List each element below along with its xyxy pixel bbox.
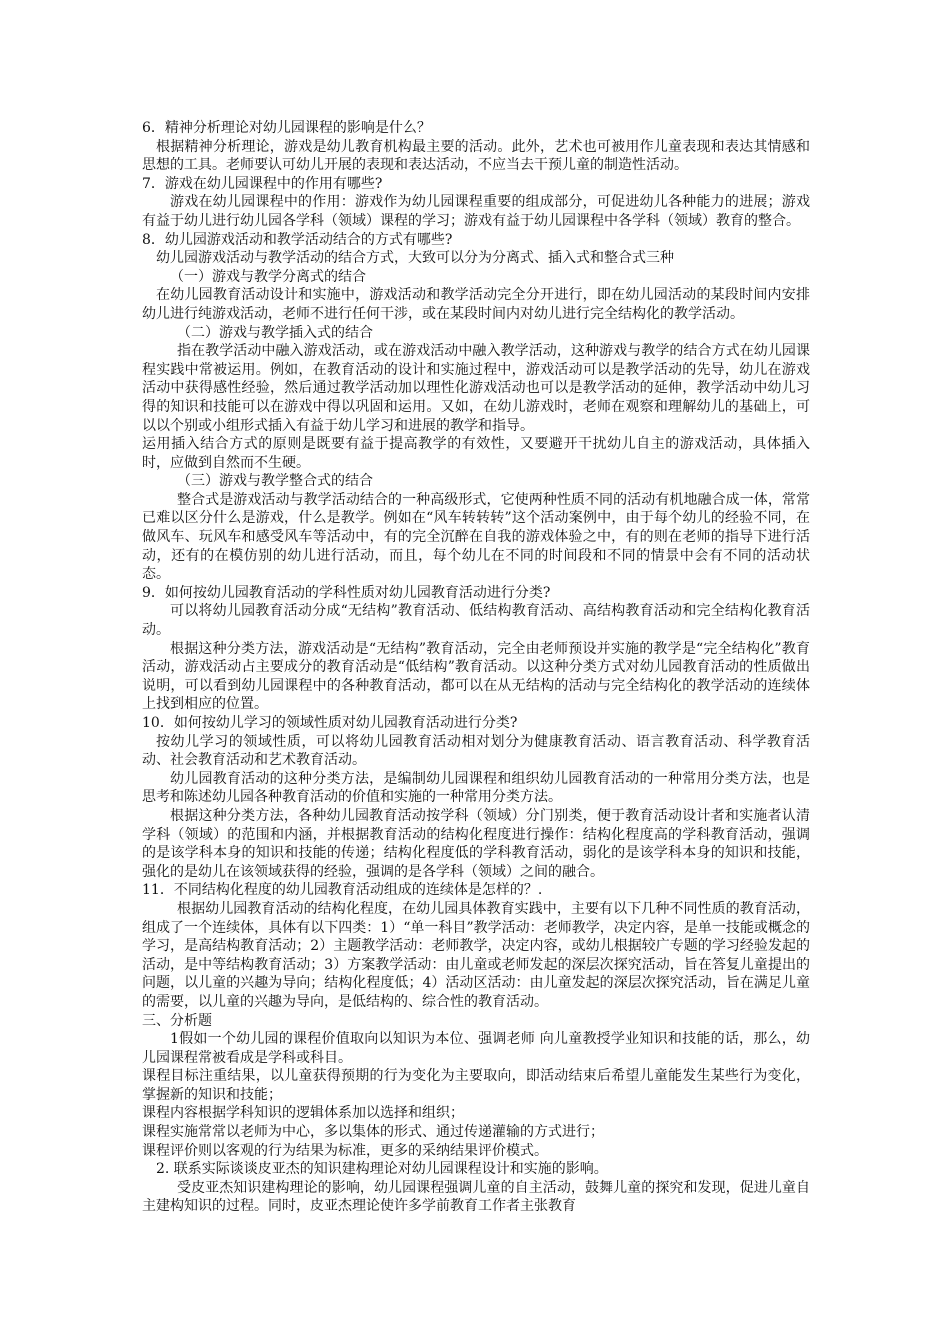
paragraph: 根据幼儿园教育活动的结构化程度，在幼儿园具体教育实践中，主要有以下几种不同性质的教育活动，组成了一个连续体，具体有以下四类：1）“单一科目”教学活动：老师教学，决定内容，是单一技能或概念的学习，是高结构教育活动；2）主题教学活动：老师教学，决定内容，或幼儿根据较广专题的学习经验发起的活动，是中等结构教育活动；3）方案教学活动：由儿童或老师发起的深层次探究活动，旨在答复儿童提出的问题，以儿童的兴趣为导向；结构化程度低；4）活动区活动：由儿童发起的深层次探究活动，旨在满足儿童的需要，以儿童的兴趣为导向，是低结构的、综合性的教育活动。: [142, 900, 810, 1010]
paragraph: 三、分析题: [142, 1012, 212, 1029]
paragraph: 课程评价则以客观的行为结果为标准，更多的采纳结果评价模式。: [142, 1142, 548, 1159]
paragraph: 按幼儿学习的领域性质，可以将幼儿园教育活动相对划分为健康教育活动、语言教育活动、科学教育活动、社会教育活动和艺术教育活动。: [142, 733, 810, 769]
paragraph: 2. 联系实际谈谈皮亚杰的知识建构理论对幼儿园课程设计和实施的影响。: [156, 1161, 608, 1178]
paragraph: 幼儿园教育活动的这种分类方法，是编制幼儿园课程和组织幼儿园教育活动的一种常用分类方法，也是思考和陈述幼儿园各种教育活动的价值和实施的一种常用分类方法。: [142, 770, 810, 806]
paragraph: 7．游戏在幼儿园课程中的作用有哪些?: [142, 175, 383, 192]
paragraph: 整合式是游戏活动与教学活动结合的一种高级形式，它使两种性质不同的活动有机地融合成一体，常常已难以区分什么是游戏，什么是教学。例如在“风车转转转”这个活动案例中，由于每个幼儿的经验不同，在做风车、玩风车和感受风车等活动中，有的完全沉醉在自我的游戏体验之中，有的则在老师的指导下进行活动，还有的在模仿别的幼儿进行活动，而且，每个幼儿在不同的时间段和不同的情景中会有不同的活动状态。: [142, 491, 810, 583]
paragraph: 运用插入结合方式的原则是既要有益于提高教学的有效性，又要避开干扰幼儿自主的游戏活动，具体插入时，应做到自然而不生硬。: [142, 436, 810, 471]
paragraph: 8．幼儿园游戏活动和教学活动结合的方式有哪些?: [142, 231, 453, 248]
paragraph: 指在教学活动中融入游戏活动，或在游戏活动中融入教学活动，这种游戏与教学的结合方式在幼儿园课程实践中常被运用。例如，在教育活动的设计和实施过程中，游戏活动可以是教学活动的先导，幼儿在游戏活动中获得感性经验，然后通过教学活动加以理性化游戏活动也可以是教学活动的延伸，教学活动中幼儿习得的知识和技能可以在游戏中得以巩固和运用。又如，在幼儿游戏时，老师在观察和理解幼儿的基础上，可以以个别或小组形式插入有益于幼儿学习和进展的教学和指导。: [142, 343, 810, 434]
paragraph: 课程内容根据学科知识的逻辑体系加以选择和组织；: [142, 1105, 464, 1122]
paragraph: 可以将幼儿园教育活动分成“无结构”教育活动、低结构教育活动、高结构教育活动和完全结构化教育活动。: [142, 603, 810, 639]
paragraph: 根据这种分类方法，各种幼儿园教育活动按学科（领域）分门别类，便于教育活动设计者和实施者认清学科（领域）的范围和内涵，并根据教育活动的结构化程度进行操作：结构化程度高的学科教育活动，强调的是该学科本身的知识和技能的传递；结构化程度低的学科教育活动，弱化的是该学科本身的知识和技能，强化的是幼儿在该领域获得的经验，强调的是各学科（领域）之间的融合。: [142, 807, 810, 880]
paragraph: 课程实施常常以老师为中心，多以集体的形式、通过传递灌输的方式进行；: [142, 1124, 604, 1141]
paragraph: 根据精神分析理论，游戏是幼儿教育机构最主要的活动。此外，艺术也可被用作儿童表现和表达其情感和思想的工具。老师要认可幼儿开展的表现和表达活动，不应当去干预儿童的制造性活动。: [142, 138, 810, 174]
paragraph: 1假如一个幼儿园的课程价值取向以知识为本位、强调老师 向儿童教授学业知识和技能的话，那么，幼儿园课程常被看成是学科或科目。: [142, 1031, 810, 1066]
paragraph: 在幼儿园教育活动设计和实施中，游戏活动和教学活动完全分开进行，即在幼儿园活动的某段时间内安排幼儿进行纯游戏活动，老师不进行任何干涉，或在某段时间内对幼儿进行完全结构化的教学活动。: [142, 287, 810, 322]
paragraph: 10．如何按幼儿学习的领域性质对幼儿园教育活动进行分类?: [142, 715, 518, 731]
paragraph: 9．如何按幼儿园教育活动的学科性质对幼儿园教育活动进行分类?: [142, 584, 551, 601]
paragraph: （一）游戏与教学分离式的结合: [170, 268, 366, 285]
paragraph: 受皮亚杰知识建构理论的影响，幼儿园课程强调儿童的自主活动，鼓舞儿童的探究和发现，促进儿童自主建构知识的过程。同时，皮亚杰理论使许多学前教育工作者主张教育: [142, 1179, 810, 1215]
paragraph: （二）游戏与教学插入式的结合: [177, 324, 373, 341]
paragraph: 11．不同结构化程度的幼儿园教育活动组成的连续体是怎样的？.: [142, 882, 543, 899]
paragraph: 幼儿园游戏活动与教学活动的结合方式，大致可以分为分离式、插入式和整合式三种: [156, 250, 674, 267]
document-body: [142, 119, 810, 1216]
paragraph: 课程目标注重结果，以儿童获得预期的行为变化为主要取向，即活动结束后希望儿童能发生某些行为变化，掌握新的知识和技能；: [142, 1068, 810, 1103]
paragraph: （三）游戏与教学整合式的结合: [177, 473, 373, 490]
paragraph: 根据这种分类方法，游戏活动是“无结构”教育活动，完全由老师预设并实施的教学是“完全结构化”教育活动，游戏活动占主要成分的教育活动是“低结构”教育活动。以这种分类方式对幼儿园教育活动的性质做出说明，可以看到幼儿园课程中的各种教育活动，都可以在从无结构的活动与完全结构化的教学活动的连续体上找到相应的位置。: [142, 640, 810, 713]
paragraph: 游戏在幼儿园课程中的作用：游戏作为幼儿园课程重要的组成部分，可促进幼儿各种能力的进展；游戏有益于幼儿进行幼儿园各学科（领域）课程的学习；游戏有益于幼儿园课程中各学科（领域）教育的整合。: [142, 194, 810, 229]
paragraph: 6．精神分析理论对幼儿园课程的影响是什么？: [142, 120, 431, 136]
